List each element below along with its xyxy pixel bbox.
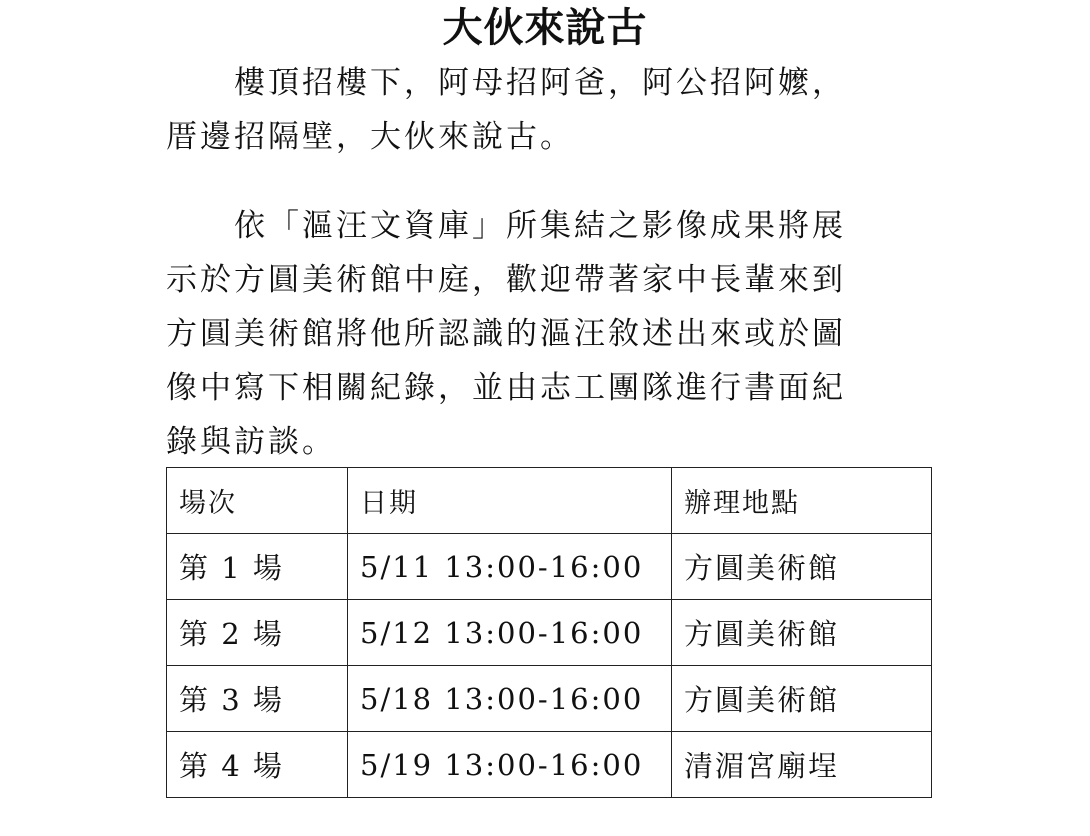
table-header-row [167,468,932,534]
session-cell: 第 3 場 [167,666,348,732]
venue-cell: 方圓美術館 [672,534,932,600]
column-header-venue: 辦理地點 [672,468,932,534]
description-line: 錄與訪談。 [166,424,336,460]
description-line: 依「漚汪文資庫」所集結之影像成果將展 [166,208,846,244]
date-cell: 5/12 13:00-16:00 [348,600,672,666]
description-paragraph [166,199,906,469]
date-cell: 5/18 13:00-16:00 [348,666,672,732]
table-row [167,732,932,798]
schedule-table [166,467,932,798]
session-cell: 第 1 場 [167,534,348,600]
table-row [167,534,932,600]
description-line: 像中寫下相關紀錄，並由志工團隊進行書面紀 [166,370,846,406]
table-row [167,600,932,666]
venue-cell: 清湄宮廟埕 [672,732,932,798]
description-line: 示於方圓美術館中庭，歡迎帶著家中長輩來到 [166,262,846,298]
session-cell: 第 4 場 [167,732,348,798]
table-row [167,666,932,732]
description-line: 方圓美術館將他所認識的漚汪敘述出來或於圖 [166,316,846,352]
venue-cell: 方圓美術館 [672,666,932,732]
intro-line: 樓頂招樓下，阿母招阿爸，阿公招阿嬤， [166,65,846,101]
date-cell: 5/11 13:00-16:00 [348,534,672,600]
session-cell: 第 2 場 [167,600,348,666]
intro-paragraph [166,56,906,164]
date-cell: 5/19 13:00-16:00 [348,732,672,798]
page-title: 大伙來說古 [442,5,648,51]
column-header-date: 日期 [348,468,672,534]
intro-line: 厝邊招隔壁，大伙來說古。 [166,119,574,155]
column-header-session: 場次 [167,468,348,534]
venue-cell: 方圓美術館 [672,600,932,666]
